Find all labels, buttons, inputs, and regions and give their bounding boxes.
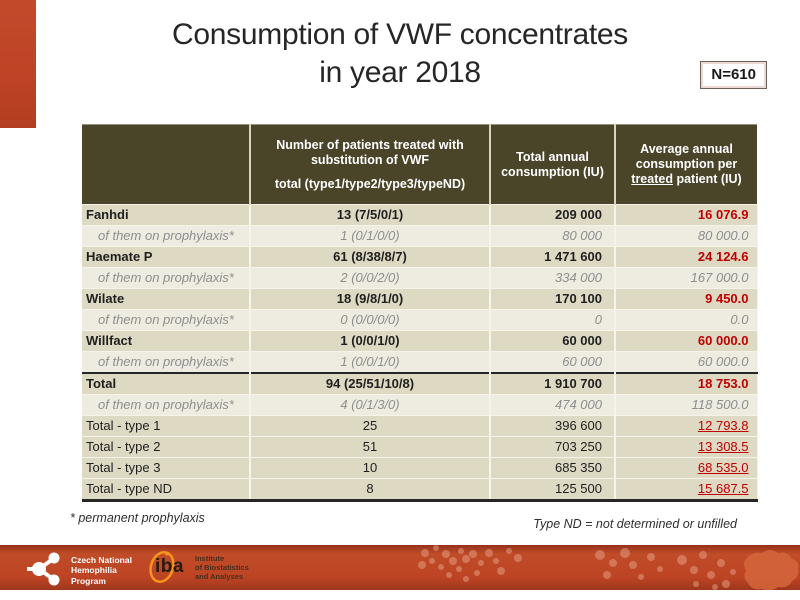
row-total [82, 373, 757, 395]
cell-patients: 94 (25/51/10/8) [250, 373, 490, 395]
footnote-type-nd: Type ND = not determined or unfilled [533, 517, 737, 531]
cell-total: 334 000 [490, 268, 615, 289]
cell-patients: 1 (0/0/1/0) [250, 331, 490, 352]
iba-logo [147, 551, 249, 583]
cell-average: 24 124.6 [615, 247, 757, 268]
cell-total: 396 600 [490, 416, 615, 437]
cell-product: Total - type 1 [82, 416, 250, 437]
row-fanhdi-prophylaxis [82, 226, 757, 247]
cell-average: 16 076.9 [615, 205, 757, 226]
header-average-underlined: treated [631, 172, 673, 186]
cell-patients: 1 (0/1/0/0) [250, 226, 490, 247]
cnhp-line1: Czech National [71, 554, 132, 565]
row-total-type-1 [82, 416, 757, 437]
cell-total: 125 500 [490, 479, 615, 501]
cell-product: of them on prophylaxis* [82, 352, 250, 374]
cell-average: 60 000.0 [615, 352, 757, 374]
cell-patients: 8 [250, 479, 490, 501]
cell-total: 170 100 [490, 289, 615, 310]
iba-line2: of Biostatistics [195, 562, 249, 572]
cell-patients: 13 (7/5/0/1) [250, 205, 490, 226]
cell-total: 1 910 700 [490, 373, 615, 395]
consumption-table [82, 124, 758, 502]
cnhp-line2: Hemophilia [71, 565, 117, 576]
slide-title-line2: in year 2018 [319, 56, 481, 89]
row-wilate [82, 289, 757, 310]
header-patients-column [250, 125, 490, 205]
iba-line1: Institute [195, 553, 225, 563]
cell-patients: 25 [250, 416, 490, 437]
cell-total: 474 000 [490, 395, 615, 416]
cnhp-logo [26, 550, 132, 590]
cell-product: of them on prophylaxis* [82, 268, 250, 289]
cell-total: 0 [490, 310, 615, 331]
sample-size-badge: N=610 [700, 61, 767, 89]
row-total-type-2 [82, 437, 757, 458]
cell-patients: 0 (0/0/0/0) [250, 310, 490, 331]
cell-average: 9 450.0 [615, 289, 757, 310]
cell-patients: 18 (9/8/1/0) [250, 289, 490, 310]
table-header-row [82, 125, 757, 205]
slide-title-line1: Consumption of VWF concentrates [172, 18, 628, 51]
cell-product: of them on prophylaxis* [82, 310, 250, 331]
cell-average: 0.0 [615, 310, 757, 331]
cell-average: 80 000.0 [615, 226, 757, 247]
cell-product: of them on prophylaxis* [82, 226, 250, 247]
header-patients-line2: total (type1/type2/type3/typeND) [274, 176, 466, 191]
cell-average: 118 500.0 [615, 395, 757, 416]
row-willfact-prophylaxis [82, 352, 757, 374]
row-wilate-prophylaxis [82, 310, 757, 331]
cell-product: Total - type 2 [82, 437, 250, 458]
row-haemate-p [82, 247, 757, 268]
header-average-column [615, 125, 757, 205]
footnote-prophylaxis: * permanent prophylaxis [70, 511, 205, 525]
cell-product: Total - type ND [82, 479, 250, 501]
cell-patients: 51 [250, 437, 490, 458]
cell-total: 209 000 [490, 205, 615, 226]
cell-average: 68 535.0 [615, 458, 757, 479]
iba-line3: and Analyses [195, 571, 244, 581]
cell-total: 703 250 [490, 437, 615, 458]
iba-wordmark: iba [155, 556, 184, 577]
cell-average: 13 308.5 [615, 437, 757, 458]
footer-banner [0, 545, 800, 590]
consumption-table-wrapper [82, 124, 758, 502]
header-average-pre: Average annual consumption per [635, 142, 738, 171]
cell-product: Fanhdi [82, 205, 250, 226]
iba-swirl-icon [147, 551, 191, 583]
header-gap [257, 168, 483, 177]
header-average-post: patient (IU) [672, 172, 742, 186]
cell-total: 80 000 [490, 226, 615, 247]
cell-average: 18 753.0 [615, 373, 757, 395]
cell-average: 167 000.0 [615, 268, 757, 289]
row-total-type-nd [82, 479, 757, 501]
cell-product: Wilate [82, 289, 250, 310]
cell-product: of them on prophylaxis* [82, 395, 250, 416]
cell-patients: 10 [250, 458, 490, 479]
row-total-prophylaxis [82, 395, 757, 416]
cell-total: 60 000 [490, 331, 615, 352]
cell-patients: 4 (0/1/3/0) [250, 395, 490, 416]
row-total-type-3 [82, 458, 757, 479]
header-product-column [82, 125, 250, 205]
molecule-dots-decoration [410, 545, 800, 590]
cell-patients: 1 (0/0/1/0) [250, 352, 490, 374]
cell-average: 12 793.8 [615, 416, 757, 437]
cell-patients: 61 (8/38/8/7) [250, 247, 490, 268]
header-total-column: Total annual consumption (IU) [490, 125, 615, 205]
cell-product: Willfact [82, 331, 250, 352]
cell-total: 1 471 600 [490, 247, 615, 268]
cell-patients: 2 (0/0/2/0) [250, 268, 490, 289]
header-patients-line1: Number of patients treated with substitution of VWF [276, 137, 464, 167]
cell-total: 685 350 [490, 458, 615, 479]
row-willfact [82, 331, 757, 352]
slide-title [10, 16, 790, 92]
cell-average: 60 000.0 [615, 331, 757, 352]
cell-product: Haemate P [82, 247, 250, 268]
cell-average: 15 687.5 [615, 479, 757, 501]
cell-total: 60 000 [490, 352, 615, 374]
iba-logo-text [195, 554, 249, 581]
cell-product: Total - type 3 [82, 458, 250, 479]
cnhp-line3: Program [71, 575, 106, 586]
row-haemate-p-prophylaxis [82, 268, 757, 289]
czech-map-silhouette [744, 550, 798, 590]
cell-product: Total [82, 373, 250, 395]
molecule-icon [26, 550, 66, 590]
cnhp-logo-text [71, 555, 132, 587]
row-fanhdi [82, 205, 757, 226]
